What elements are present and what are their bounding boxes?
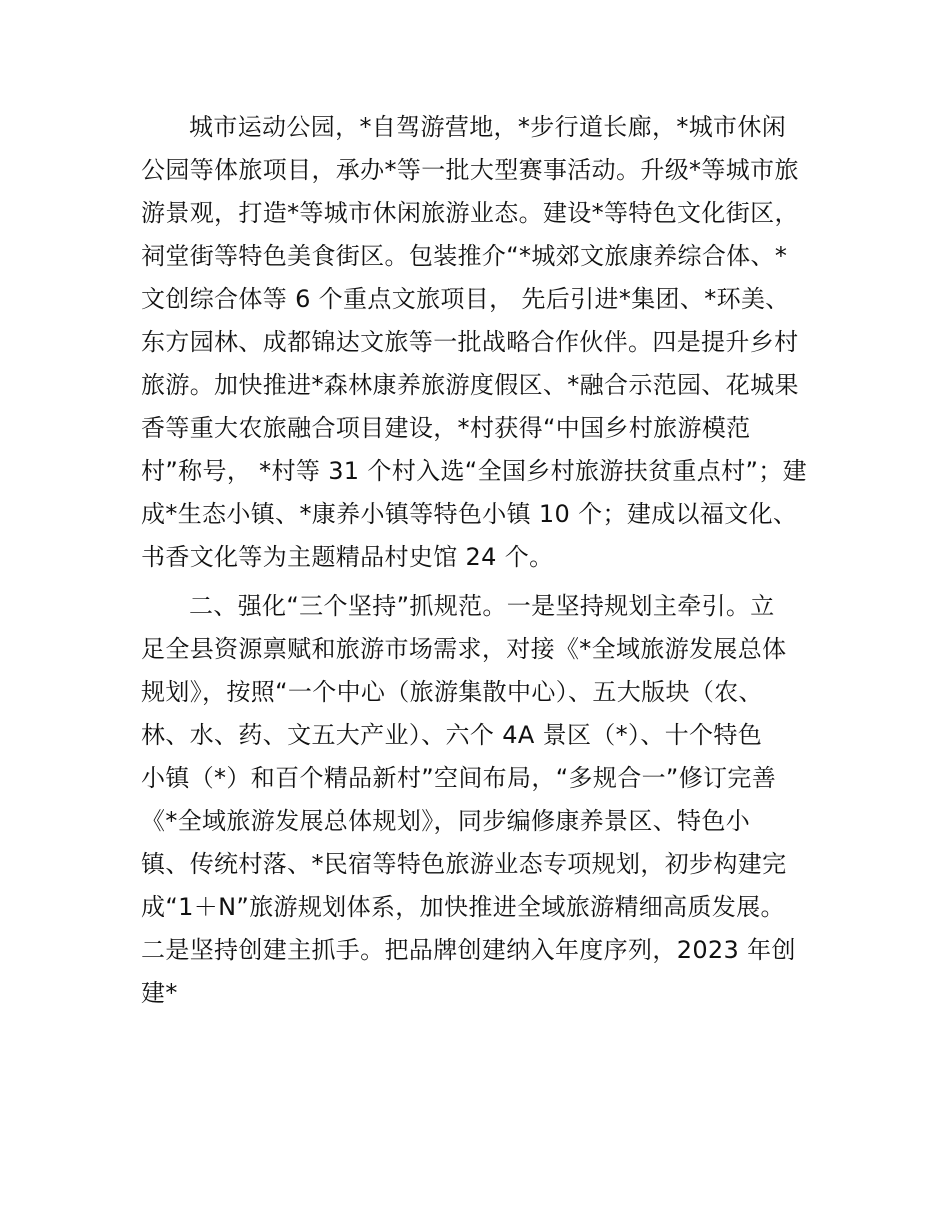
text-line: 村”称号， *村等 31 个村入选“全国乡村旅游扶贫重点村”；建 [141,457,807,485]
text-line: 城市运动公园，*自驾游营地，*步行道长廊，*城市休闲 [189,113,787,141]
text-line: 镇、传统村落、*民宿等特色旅游业态专项规划，初步构建完 [141,850,787,878]
text-line: 旅游。加快推进*森林康养旅游度假区、*融合示范园、花城果 [141,371,799,399]
text-line: 林、水、药、文五大产业）、六个 4A 景区（*）、十个特色 [141,721,763,749]
text-line: 祠堂街等特色美食街区。包装推介“*城郊文旅康养综合体、* [141,242,788,270]
text-line: 东方园林、成都锦达文旅等一批战略合作伙伴。四是提升乡村 [141,328,799,356]
text-line: 香等重大农旅融合项目建设，*村获得“中国乡村旅游模范 [141,414,751,442]
text-line: 规划》，按照“一个中心（旅游集散中心）、五大版块（农、 [141,678,763,706]
paragraph-1 [141,106,813,579]
text-line: 成“1＋N”旅游规划体系，加快推进全域旅游精细高质发展。 [141,893,785,921]
text-line: 游景观，打造*等城市休闲旅游业态。建设*等特色文化街区， [141,199,799,227]
text-line: 《*全域旅游发展总体规划》，同步编修康养景区、特色小 [141,807,751,835]
text-line: 二是坚持创建主抓手。把品牌创建纳入年度序列，2023 年创 [141,936,796,964]
text-line: 公园等体旅项目，承办*等一批大型赛事活动。升级*等城市旅 [141,156,799,184]
text-line: 建* [141,979,178,1007]
paragraph-2 [141,585,813,1015]
document-page [141,106,813,1015]
text-line: 书香文化等为主题精品村史馆 24 个。 [141,543,554,571]
text-line: 足全县资源禀赋和旅游市场需求，对接《*全域旅游发展总体 [141,635,787,663]
text-line: 小镇（*）和百个精品新村”空间布局，“多规合一”修订完善 [141,764,777,792]
text-line: 成*生态小镇、*康养小镇等特色小镇 10 个；建成以福文化、 [141,500,798,528]
text-line: 文创综合体等 6 个重点文旅项目， 先后引进*集团、*环美、 [141,285,790,313]
text-line: 二、强化“三个坚持”抓规范。一是坚持规划主牵引。立 [189,592,775,620]
